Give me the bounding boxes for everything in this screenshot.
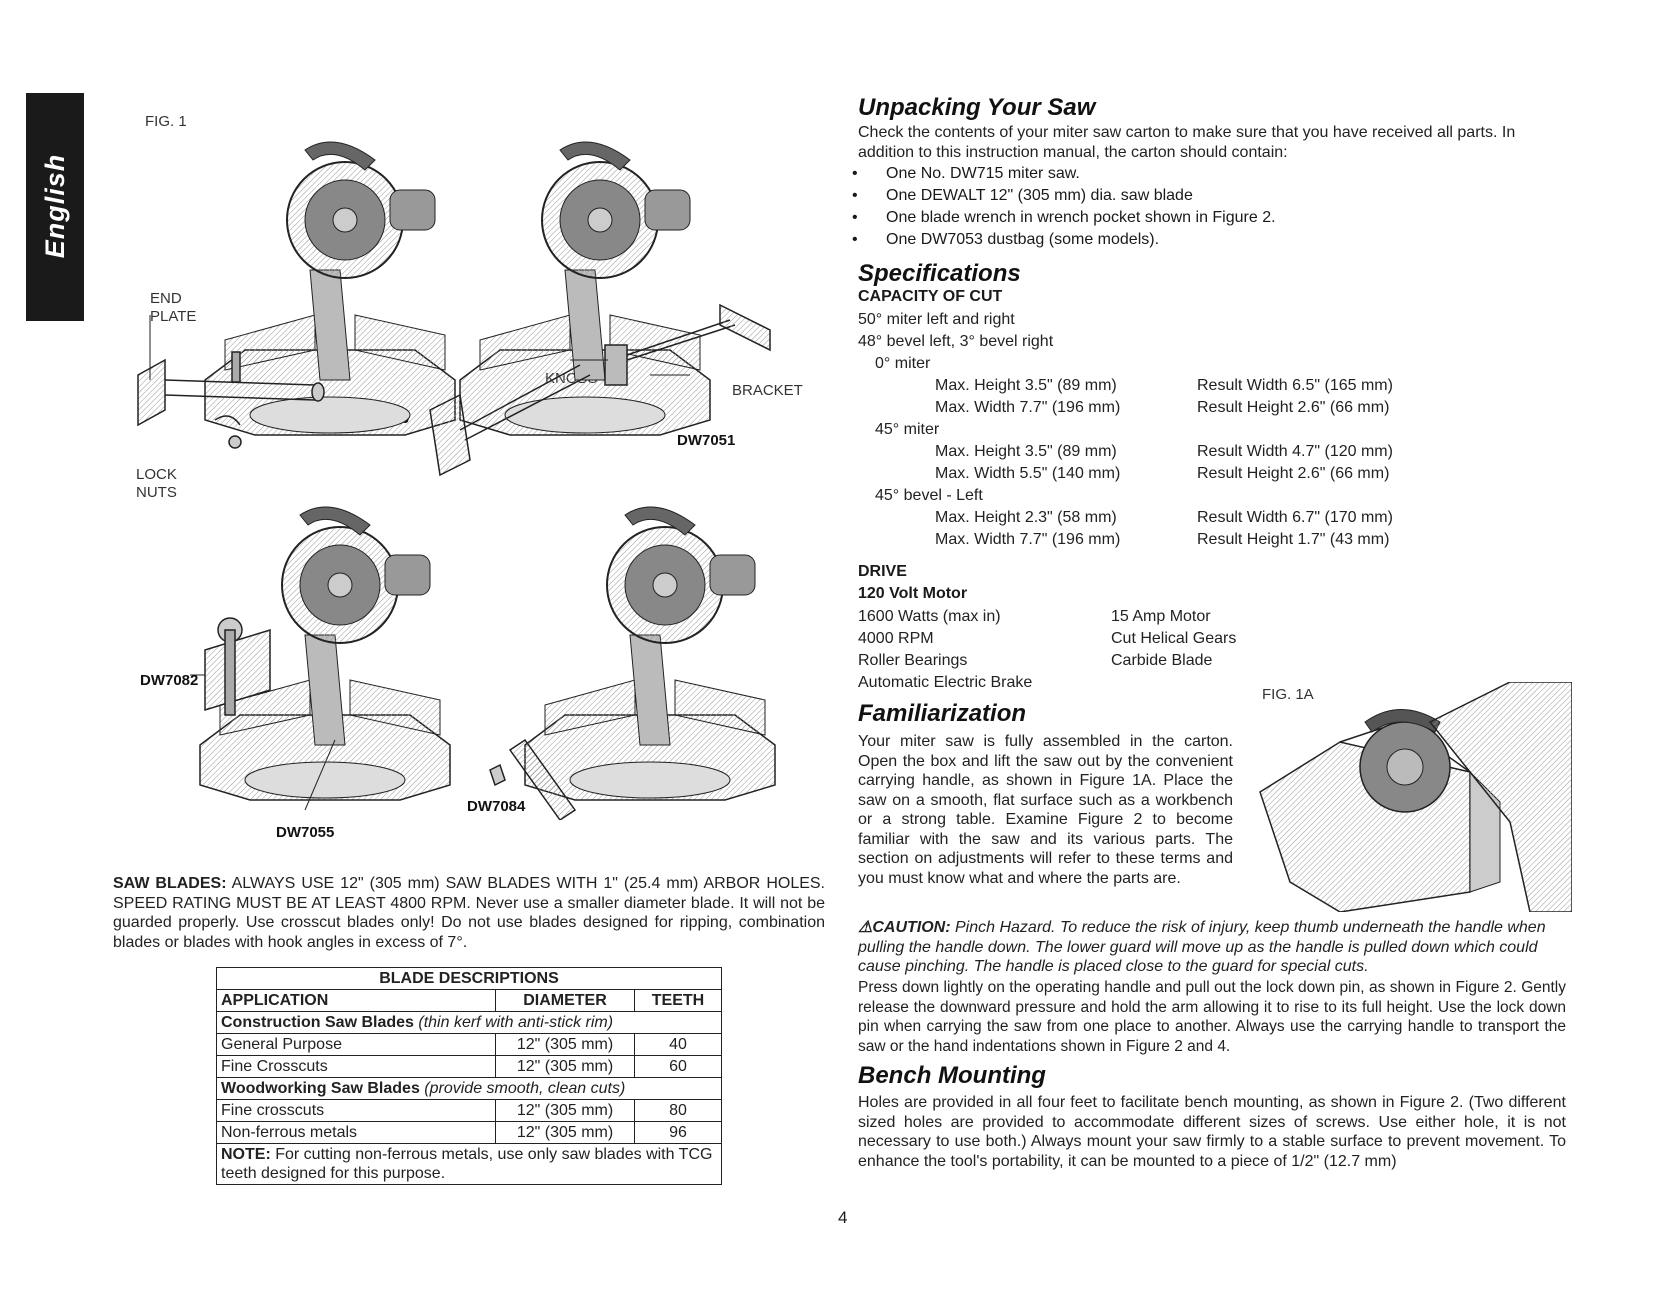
miter-saw-accessories-illustration	[130, 90, 830, 820]
specifications-title: Specifications	[858, 260, 1021, 287]
spec-value: Max. Width 7.7" (196 mm)	[935, 531, 1121, 548]
language-tab-label: English	[40, 153, 70, 259]
list-item: • One No. DW715 miter saw.	[872, 163, 1562, 185]
saw-in-carton-illustration	[1250, 682, 1572, 912]
caution-text: Pinch Hazard. To reduce the risk of injury, keep thumb underneath the handle when pulling the handle down. The lower guard will move up as the handle is pulled down which could cause pinching. The handle is placed close to the guard for special cuts.	[858, 919, 1546, 975]
drive-value: 4000 RPM	[858, 630, 934, 647]
capacity-heading: CAPACITY OF CUT	[858, 288, 1003, 305]
fig1a-label: FIG. 1A	[1262, 686, 1314, 703]
group-woodworking: Woodworking Saw Blades (provide smooth, clean cuts)	[217, 1078, 722, 1100]
unpacking-list	[862, 163, 1562, 251]
spec-value: Max. Height 3.5" (89 mm)	[935, 443, 1117, 460]
blade-descriptions-table	[216, 967, 722, 1185]
drive-value: Cut Helical Gears	[1111, 630, 1237, 647]
dw7055-label: DW7055	[276, 824, 335, 841]
dw7051-label: DW7051	[677, 432, 736, 449]
table-row: Non-ferrous metals 12" (305 mm) 96	[217, 1122, 722, 1144]
spec-value: Result Width 6.5" (165 mm)	[1197, 377, 1393, 394]
table-row: General Purpose 12" (305 mm) 40	[217, 1034, 722, 1056]
familiarization-text: Your miter saw is fully assembled in the carton. Open the box and lift the saw out by the convenient carrying handle, as shown in Figure 1A. Place the saw on a smooth, flat surface such as a workbench or a strong table. Examine Figure 2 to become familiar with the saw and its various parts. The section on adjustments will refer to these terms and you must know what and where the parts are.	[858, 733, 1233, 887]
caution-label: CAUTION:	[872, 919, 951, 936]
unpacking-title: Unpacking Your Saw	[858, 94, 1096, 121]
end-plate-label: END PLATE	[150, 290, 197, 325]
header-application: APPLICATION	[217, 990, 496, 1012]
header-teeth: TEETH	[635, 990, 722, 1012]
drive-value: Automatic Electric Brake	[858, 674, 1033, 691]
saw-blades-text: ALWAYS USE 12" (305 mm) SAW BLADES WITH 1" (25.4 mm) ARBOR HOLES. SPEED RATING MUST BE AT LEAST 4800 RPM. Never use a smaller diameter blade. It will not be guarded properly. Use crosscut blades only! Do not use blades designed for ripping, combination blades or blades with hook angles in excess of 7°.	[113, 875, 826, 951]
familiarization-title: Familiarization	[858, 700, 1027, 727]
drive-value: Carbide Blade	[1111, 652, 1213, 669]
spec-value: Result Height 2.6" (66 mm)	[1197, 399, 1390, 416]
motor-heading: 120 Volt Motor	[858, 585, 968, 602]
table-row: Fine crosscuts 12" (305 mm) 80	[217, 1100, 722, 1122]
caution-icon: ⚠	[858, 919, 873, 936]
list-item: • One DW7053 dustbag (some models).	[872, 229, 1562, 251]
group-construction: Construction Saw Blades (thin kerf with anti-stick rim)	[217, 1012, 722, 1034]
spec-value: Max. Width 7.7" (196 mm)	[935, 399, 1121, 416]
spec-value: Result Height 2.6" (66 mm)	[1197, 465, 1390, 482]
unpacking-intro: Check the contents of your miter saw carton to make sure that you have received all parts. In addition to this instruction manual, the carton should contain:	[858, 124, 1516, 161]
bracket-label: BRACKET	[732, 382, 803, 399]
spec-value: Result Width 6.7" (170 mm)	[1197, 509, 1393, 526]
spec-value: Result Width 4.7" (120 mm)	[1197, 443, 1393, 460]
press-down-text: Press down lightly on the operating handle and pull out the lock down pin, as shown in Figure 2. Gently release the downward pressure and hold the arm allowing it to rise to its full height. Use the lock down pin when carrying the saw from one place to another. Always use the carrying handle to transport the saw or the hand indentations shown in Figure 2 and 4.	[858, 979, 1566, 1055]
list-item: • One blade wrench in wrench pocket shown in Figure 2.	[872, 207, 1562, 229]
saw-blades-paragraph	[113, 874, 825, 952]
table-note: NOTE: For cutting non-ferrous metals, use only saw blades with TCG teeth designed for this purpose.	[217, 1144, 722, 1185]
table-row: Fine Crosscuts 12" (305 mm) 60	[217, 1056, 722, 1078]
drive-heading: DRIVE	[858, 563, 907, 580]
spec-line: 48° bevel left, 3° bevel right	[858, 333, 1054, 350]
language-tab	[26, 93, 84, 321]
page-number: 4	[838, 1208, 848, 1227]
caution-paragraph	[858, 918, 1566, 977]
spec-section-name: 45° miter	[875, 421, 940, 438]
spec-value: Max. Height 2.3" (58 mm)	[935, 509, 1117, 526]
drive-value: 15 Amp Motor	[1111, 608, 1211, 625]
table-title: BLADE DESCRIPTIONS	[217, 968, 722, 990]
spec-section-name: 0° miter	[875, 355, 931, 372]
lock-nuts-label: LOCK NUTS	[136, 466, 177, 501]
bench-mounting-text: Holes are provided in all four feet to facilitate bench mounting, as shown in Figure 2. (Two different sized holes are provided to accommodate different sizes of screws. Use either hole, it is not necessary to use both.) Always mount your saw firmly to a stable surface to prevent movement. To enhance the tool's portability, it can be mounted to a piece of 1/2" (12.7 mm)	[858, 1094, 1566, 1170]
spec-section-name: 45° bevel - Left	[875, 487, 983, 504]
drive-value: 1600 Watts (max in)	[858, 608, 1001, 625]
spec-value: Result Height 1.7" (43 mm)	[1197, 531, 1390, 548]
drive-value: Roller Bearings	[858, 652, 968, 669]
dw7082-label: DW7082	[140, 672, 199, 689]
spec-value: Max. Height 3.5" (89 mm)	[935, 377, 1117, 394]
header-diameter: DIAMETER	[496, 990, 635, 1012]
spec-line: 50° miter left and right	[858, 311, 1015, 328]
list-item: • One DEWALT 12" (305 mm) dia. saw blade	[872, 185, 1562, 207]
bench-mounting-title: Bench Mounting	[858, 1062, 1046, 1089]
dw7084-label: DW7084	[467, 798, 526, 815]
saw-blades-label: SAW BLADES:	[113, 875, 227, 892]
spec-value: Max. Width 5.5" (140 mm)	[935, 465, 1121, 482]
fig1-label: FIG. 1	[145, 113, 187, 130]
